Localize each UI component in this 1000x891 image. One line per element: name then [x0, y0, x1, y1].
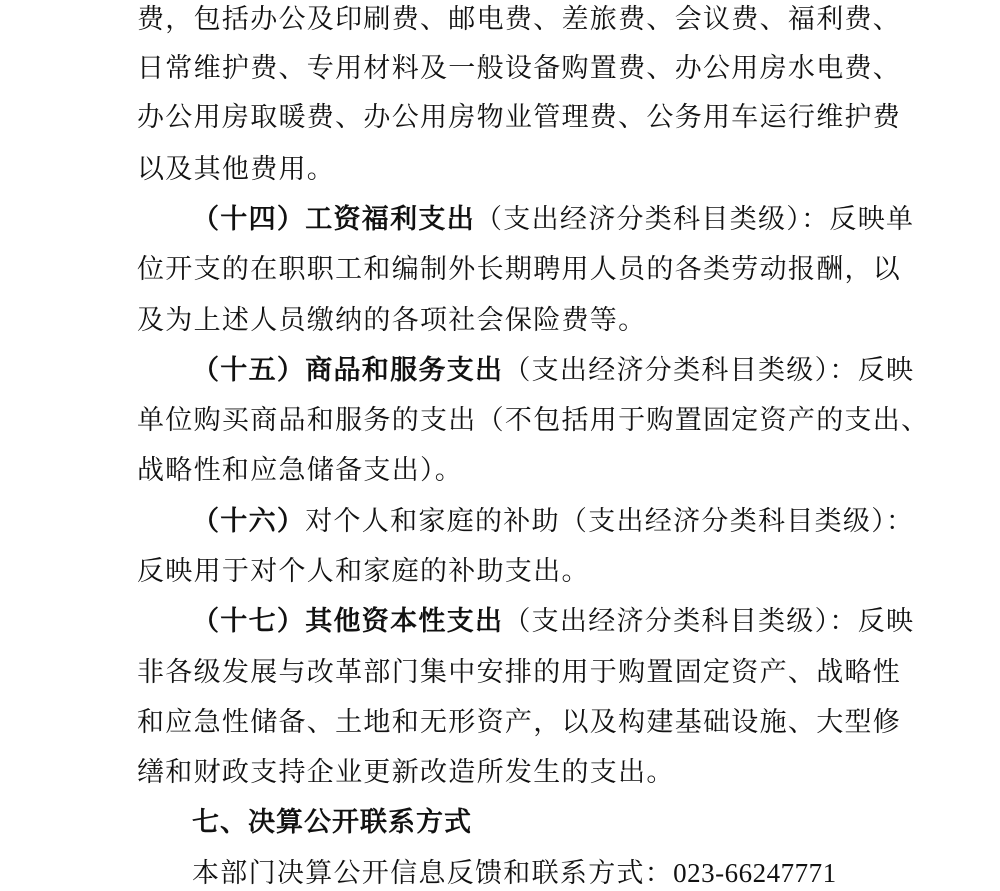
item-15-first-line	[192, 354, 914, 388]
paragraph-line: 单位购买商品和服务的支出（不包括用于购置固定资产的支出、	[137, 405, 930, 436]
paragraph-line: 反映用于对个人和家庭的补助支出。	[137, 556, 590, 587]
item-17-first-line	[192, 605, 914, 639]
paragraph-line: 日常维护费、专用材料及一般设备购置费、办公用房水电费、	[137, 53, 902, 84]
item-14-first-line	[192, 203, 914, 237]
item-15-title: （十五）商品和服务支出	[192, 355, 504, 386]
item-17-title: （十七）其他资本性支出	[192, 606, 504, 637]
item-15-text: （支出经济分类科目类级）：反映	[503, 355, 915, 386]
section-heading: 七、决算公开联系方式	[192, 807, 472, 838]
paragraph-line: 和应急性储备、土地和无形资产，以及构建基础设施、大型修	[137, 707, 902, 738]
paragraph-line: 战略性和应急储备支出）。	[137, 455, 464, 486]
item-16-first-line	[192, 505, 914, 539]
item-16-text: 对个人和家庭的补助（支出经济分类科目类级）：	[305, 506, 915, 537]
paragraph-line: 及为上述人员缴纳的各项社会保险费等。	[137, 305, 647, 336]
paragraph-line: 位开支的在职职工和编制外长期聘用人员的各类劳动报酬，以	[137, 254, 902, 285]
item-16-title: （十六）	[192, 506, 306, 537]
paragraph-line: 缮和财政支持企业更新改造所发生的支出。	[137, 757, 675, 788]
item-14-text: （支出经济分类科目类级）：反映单	[475, 204, 915, 235]
contact-phone: 023-66247771	[673, 858, 837, 888]
paragraph-line: 办公用房取暖费、办公用房物业管理费、公务用车运行维护费	[137, 102, 902, 133]
paragraph-line: 费，包括办公及印刷费、邮电费、差旅费、会议费、福利费、	[137, 4, 902, 35]
contact-line	[192, 856, 837, 890]
paragraph-line: 非各级发展与改革部门集中安排的用于购置固定资产、战略性	[137, 657, 902, 688]
item-17-text: （支出经济分类科目类级）：反映	[503, 606, 915, 637]
item-14-title: （十四）工资福利支出	[192, 204, 475, 235]
contact-label: 本部门决算公开信息反馈和联系方式：	[192, 858, 674, 889]
paragraph-line: 以及其他费用。	[137, 154, 336, 185]
